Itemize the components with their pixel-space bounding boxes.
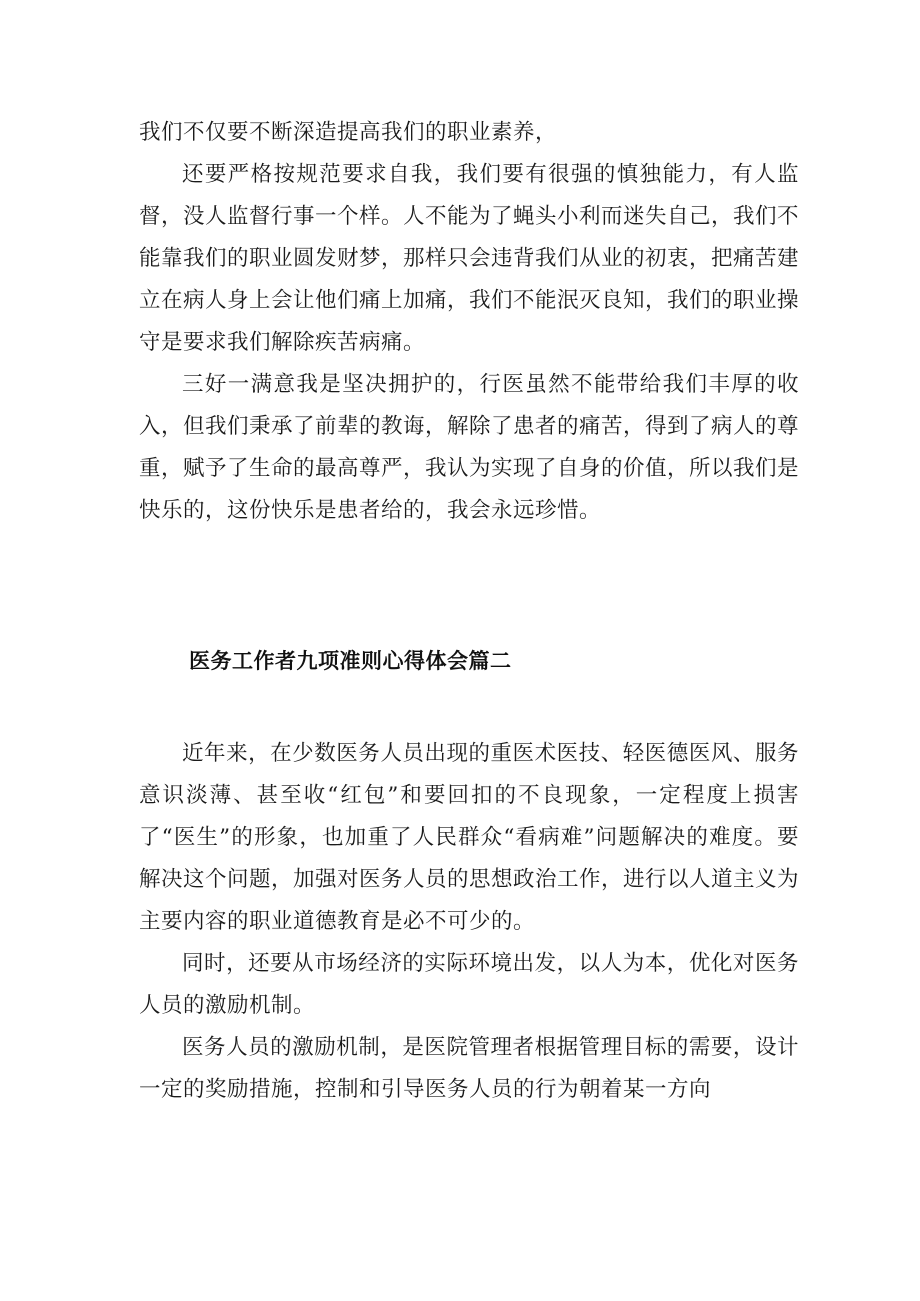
section-one-body (139, 112, 799, 532)
paragraph: 医务人员的激励机制，是医院管理者根据管理目标的需要，设计一定的奖励措施，控制和引导医务人员的行为朝着某一方向 (139, 1035, 799, 1102)
section-two-body (139, 733, 799, 1111)
section-heading: 医务工作者九项准则心得体会篇二 (189, 649, 512, 673)
paragraph: 我们不仅要不断深造提高我们的职业素养， (139, 120, 558, 145)
paragraph: 三好一满意我是坚决拥护的，行医虽然不能带给我们丰厚的收入，但我们秉承了前辈的教诲，解除了患者的痛苦，得到了病人的尊重，赋予了生命的最高尊严，我认为实现了自身的价值，所以我们是快乐的，这份快乐是患者给的，我会永远珍惜。 (139, 372, 800, 523)
paragraph: 同时，还要从市场经济的实际环境出发，以人为本，优化对医务人员的激励机制。 (139, 951, 799, 1018)
paragraph: 近年来，在少数医务人员出现的重医术医技、轻医德医风、服务意识淡薄、甚至收“红包”和要回扣的不良现象，一定程度上损害了“医生”的形象，也加重了人民群众“看病难”问题解决的难度。要解决这个问题，加强对医务人员的思想政治工作，进行以人道主义为主要内容的职业道德教育是必不可少的。 (139, 741, 800, 934)
paragraph: 还要严格按规范要求自我，我们要有很强的慎独能力，有人监督，没人监督行事一个样。人不能为了蝇头小利而迷失自己，我们不能靠我们的职业圆发财梦，那样只会违背我们从业的初衷，把痛苦建立在病人身上会让他们痛上加痛，我们不能泯灭良知，我们的职业操守是要求我们解除疾苦病痛。 (139, 162, 800, 355)
